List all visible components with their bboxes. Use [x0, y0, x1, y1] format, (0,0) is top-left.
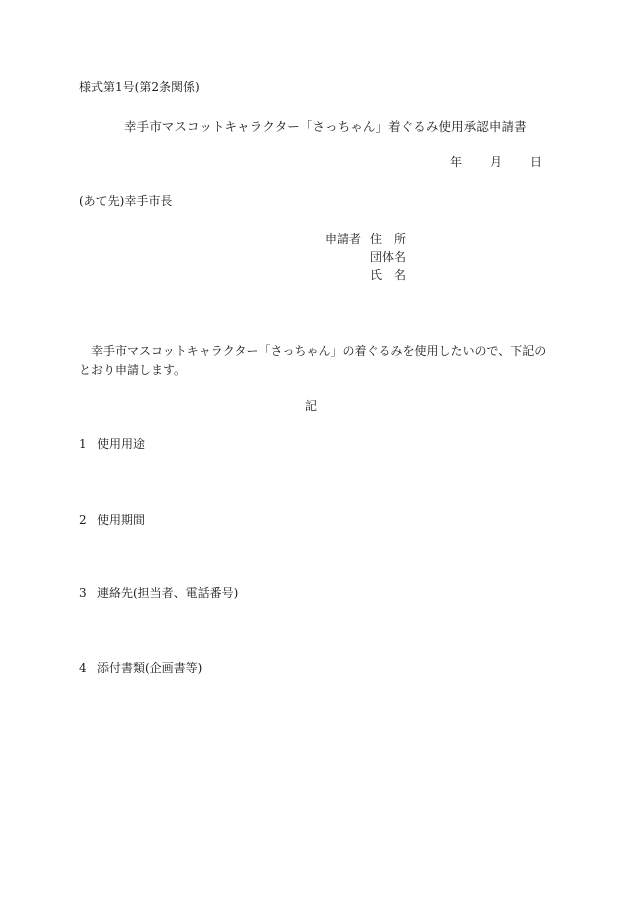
document-title: 幸手市マスコットキャラクター「さっちゃん」着ぐるみ使用承認申請書: [124, 119, 527, 134]
item-label: 使用用途: [97, 437, 146, 451]
applicant-address-label: 住 所: [370, 232, 407, 246]
item-label: 使用期間: [97, 513, 146, 527]
date-day-label: 日: [530, 155, 543, 169]
date-month-label: 月: [490, 155, 503, 169]
item-number: 1: [79, 437, 87, 451]
date-row: [450, 154, 542, 170]
item-number: 4: [79, 661, 87, 675]
item-usage-period: [79, 512, 145, 528]
application-statement: 幸手市マスコットキャラクター「さっちゃん」の着ぐるみを使用したいので、下記のとおり申請します。: [79, 344, 547, 377]
applicant-label: 申請者: [325, 232, 362, 246]
date-year-label: 年: [450, 155, 463, 169]
ki-heading: 記: [305, 399, 318, 413]
item-usage-purpose: [79, 436, 145, 452]
applicant-name-label: 氏 名: [370, 268, 407, 282]
applicant-group-name-label: 団体名: [370, 250, 407, 264]
item-number: 3: [79, 586, 87, 600]
addressee: (あて先)幸手市長: [79, 194, 173, 208]
item-label: 添付書類(企画書等): [97, 661, 203, 675]
item-label: 連絡先(担当者、電話番号): [97, 586, 239, 600]
form-number: 様式第1号(第2条関係): [79, 80, 200, 94]
item-attachments: [79, 660, 202, 676]
item-contact: [79, 585, 238, 601]
item-number: 2: [79, 513, 87, 527]
